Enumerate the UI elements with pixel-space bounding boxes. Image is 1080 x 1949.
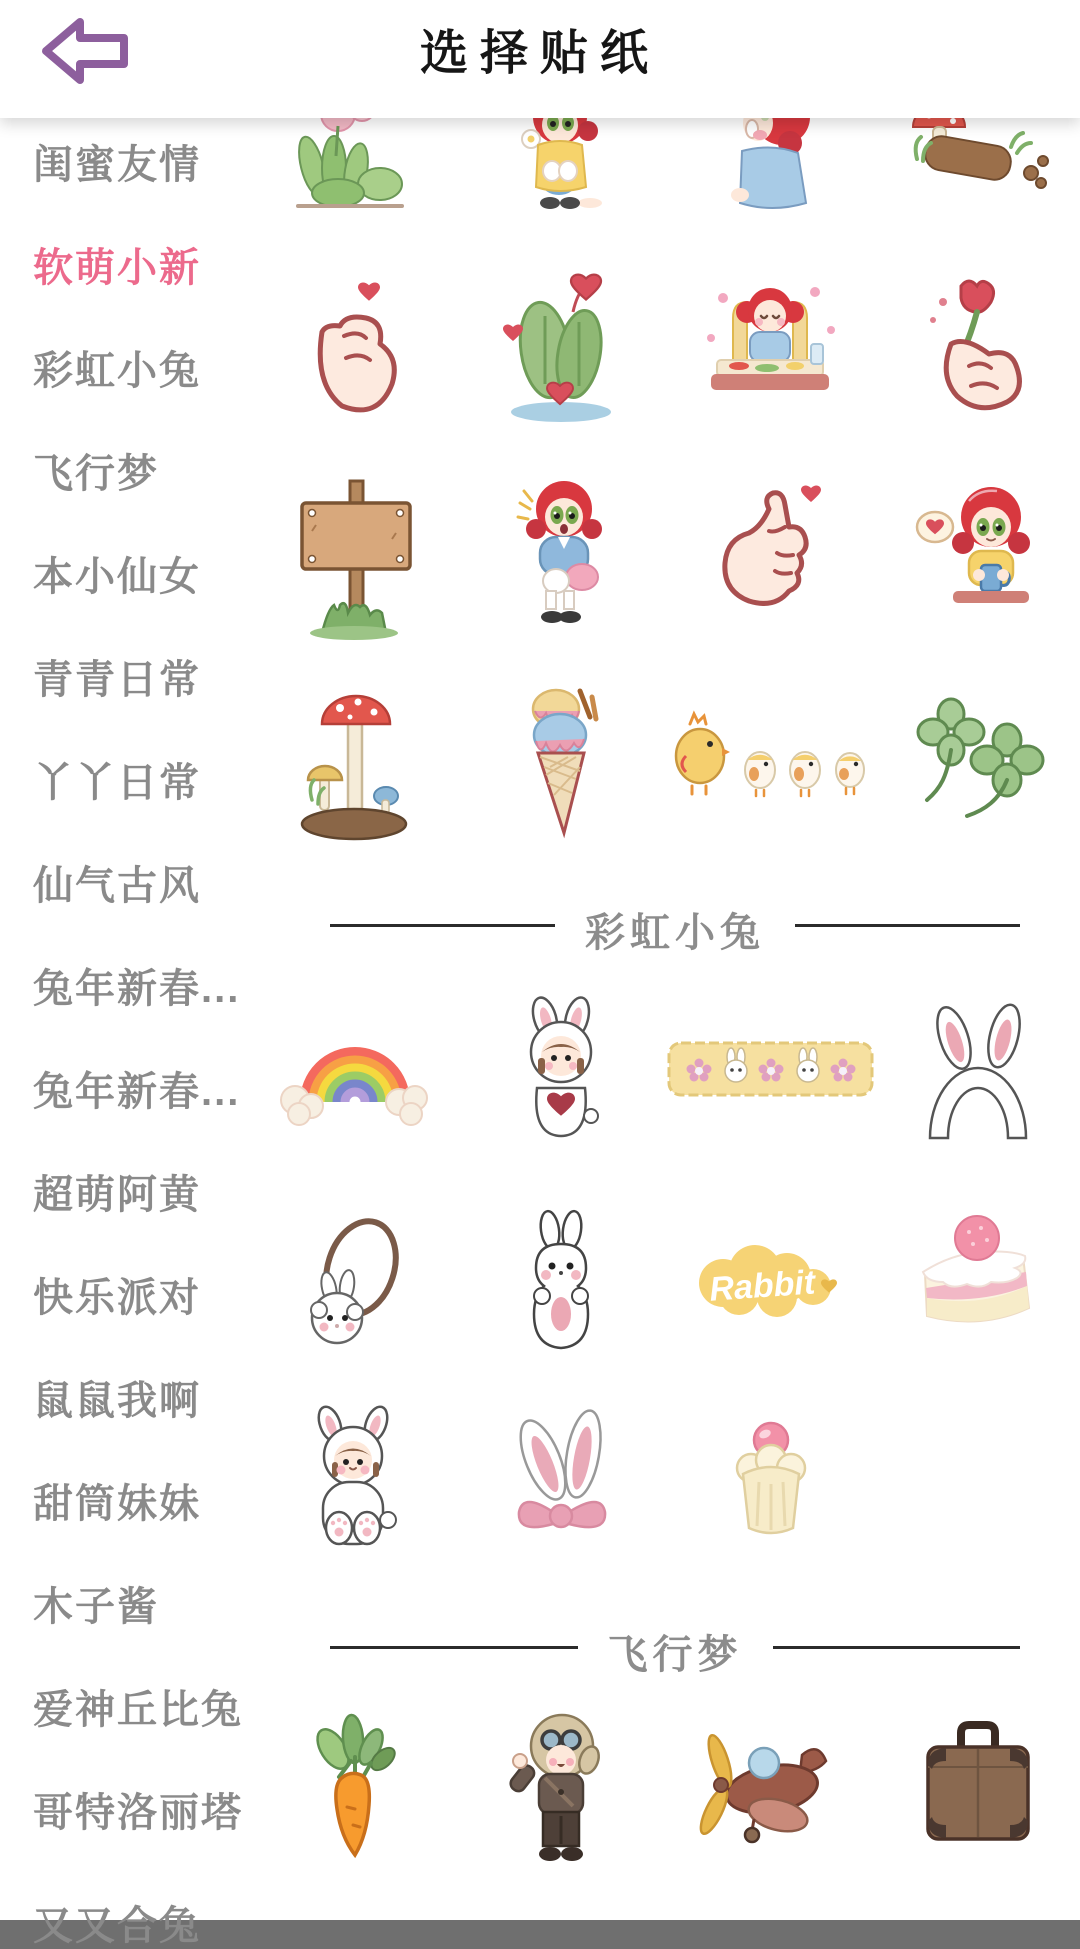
four-leaf-clovers-art bbox=[903, 688, 1053, 838]
strawberry-cake-art bbox=[911, 1210, 1046, 1355]
sidebar-item-4[interactable]: 本小仙女 bbox=[33, 555, 201, 599]
rabbit-text-badge-art bbox=[685, 1235, 855, 1330]
sticker-standing-bunny[interactable] bbox=[477, 1208, 647, 1356]
sticker-bunny-in-hoop[interactable] bbox=[270, 1208, 440, 1356]
sticker-bunny-ears-headband[interactable] bbox=[893, 996, 1063, 1142]
sidebar-item-2[interactable]: 彩虹小兔 bbox=[33, 349, 201, 393]
section-header-rainbow-bunny bbox=[330, 900, 1020, 958]
sidebar-item-0[interactable]: 闺蜜友情 bbox=[33, 143, 201, 187]
sidebar-item-9[interactable]: 兔年新春... bbox=[33, 1070, 241, 1114]
sticker-carrot[interactable] bbox=[270, 1712, 440, 1872]
sidebar-item-10[interactable]: 超萌阿黄 bbox=[33, 1173, 201, 1217]
sidebar-item-6[interactable]: 丫丫日常 bbox=[33, 761, 201, 805]
rabbit-badge-text: Rabbit bbox=[708, 1262, 817, 1309]
sidebar-item-8[interactable]: 兔年新春... bbox=[33, 967, 241, 1011]
sticker-strawberry-cake[interactable] bbox=[893, 1208, 1063, 1356]
sidebar-item-11[interactable]: 快乐派对 bbox=[33, 1276, 201, 1320]
sticker-ice-cream-cone[interactable] bbox=[477, 682, 647, 844]
section-divider-left bbox=[330, 1646, 578, 1649]
mushrooms-art bbox=[290, 684, 420, 842]
sticker-rabbit-text-badge[interactable] bbox=[685, 1208, 855, 1356]
bunny-ears-bow-art bbox=[495, 1408, 630, 1556]
sticker-heart-sprout[interactable] bbox=[477, 270, 647, 428]
pilot-boy-art bbox=[507, 1712, 617, 1872]
section-divider-right bbox=[773, 1646, 1021, 1649]
bunny-suit-girl-art bbox=[298, 1408, 413, 1556]
sidebar-item-13[interactable]: 甜筒妹妹 bbox=[33, 1482, 201, 1526]
bunny-ears-headband-art bbox=[916, 996, 1041, 1142]
sidebar-item-15[interactable]: 爱神丘比兔 bbox=[33, 1688, 243, 1732]
sticker-girl-squatting[interactable] bbox=[477, 470, 647, 645]
girl-squatting-art bbox=[510, 473, 615, 643]
bunny-hood-girl-art bbox=[507, 996, 617, 1142]
section-header-flight-dream bbox=[330, 1622, 1020, 1680]
sticker-mushrooms[interactable] bbox=[270, 682, 440, 844]
girl-with-mug-art bbox=[913, 475, 1043, 640]
sidebar-item-14[interactable]: 木子酱 bbox=[33, 1585, 159, 1629]
sidebar-item-3[interactable]: 飞行梦 bbox=[33, 452, 159, 496]
wooden-sign-art bbox=[288, 473, 423, 643]
cupcake-art bbox=[713, 1412, 828, 1552]
sidebar-item-1[interactable]: 软萌小新 bbox=[33, 246, 201, 290]
section-divider-right bbox=[795, 924, 1020, 927]
sidebar-item-7[interactable]: 仙气古风 bbox=[33, 864, 201, 908]
app-header bbox=[0, 0, 1080, 118]
sticker-fist-heart[interactable] bbox=[270, 270, 440, 428]
finger-heart-art bbox=[705, 475, 835, 640]
sticker-four-leaf-clovers[interactable] bbox=[893, 682, 1063, 844]
sticker-bunny-hood-girl[interactable] bbox=[477, 996, 647, 1142]
page-title: 选择贴纸 bbox=[419, 27, 660, 80]
sticker-cupcake[interactable] bbox=[685, 1408, 855, 1556]
section-divider-left bbox=[330, 924, 555, 927]
carrot-art bbox=[303, 1715, 408, 1870]
section-title: 彩虹小兔 bbox=[585, 910, 765, 955]
rainbow-art bbox=[275, 1002, 435, 1137]
sticker-bunny-flower-banner[interactable] bbox=[685, 996, 855, 1142]
sticker-propeller-plane[interactable] bbox=[685, 1712, 855, 1872]
girl-eating-art bbox=[695, 272, 845, 427]
sticker-finger-heart[interactable] bbox=[685, 470, 855, 645]
sticker-girl-with-mug[interactable] bbox=[893, 470, 1063, 645]
standing-bunny-art bbox=[512, 1210, 612, 1355]
sidebar-item-16[interactable]: 哥特洛丽塔 bbox=[33, 1791, 243, 1835]
sidebar-item-5[interactable]: 青青日常 bbox=[33, 658, 201, 702]
sticker-suitcase[interactable] bbox=[893, 1712, 1063, 1872]
sticker-bunny-ears-bow[interactable] bbox=[477, 1408, 647, 1556]
chick-family-art bbox=[668, 708, 873, 818]
sidebar-item-12[interactable]: 鼠鼠我啊 bbox=[33, 1379, 201, 1423]
fist-heart-art bbox=[300, 274, 410, 424]
sticker-tulip-hand[interactable] bbox=[893, 270, 1063, 428]
propeller-plane-art bbox=[690, 1727, 850, 1857]
sticker-bunny-suit-girl[interactable] bbox=[270, 1408, 440, 1556]
sticker-rainbow[interactable] bbox=[270, 996, 440, 1142]
heart-sprout-art bbox=[495, 272, 630, 427]
suitcase-art bbox=[916, 1715, 1041, 1870]
ice-cream-cone-art bbox=[510, 683, 615, 843]
sidebar-item-17[interactable]: 又又合兔 bbox=[33, 1904, 201, 1948]
section-title: 飞行梦 bbox=[607, 1632, 743, 1677]
sticker-girl-eating[interactable] bbox=[685, 270, 855, 428]
tulip-hand-art bbox=[921, 274, 1036, 424]
bunny-flower-banner-art bbox=[663, 1027, 878, 1112]
bunny-in-hoop-art bbox=[295, 1210, 415, 1355]
sticker-chick-family[interactable] bbox=[685, 682, 855, 844]
sticker-wooden-sign[interactable] bbox=[270, 470, 440, 645]
sticker-pilot-boy[interactable] bbox=[477, 1712, 647, 1872]
